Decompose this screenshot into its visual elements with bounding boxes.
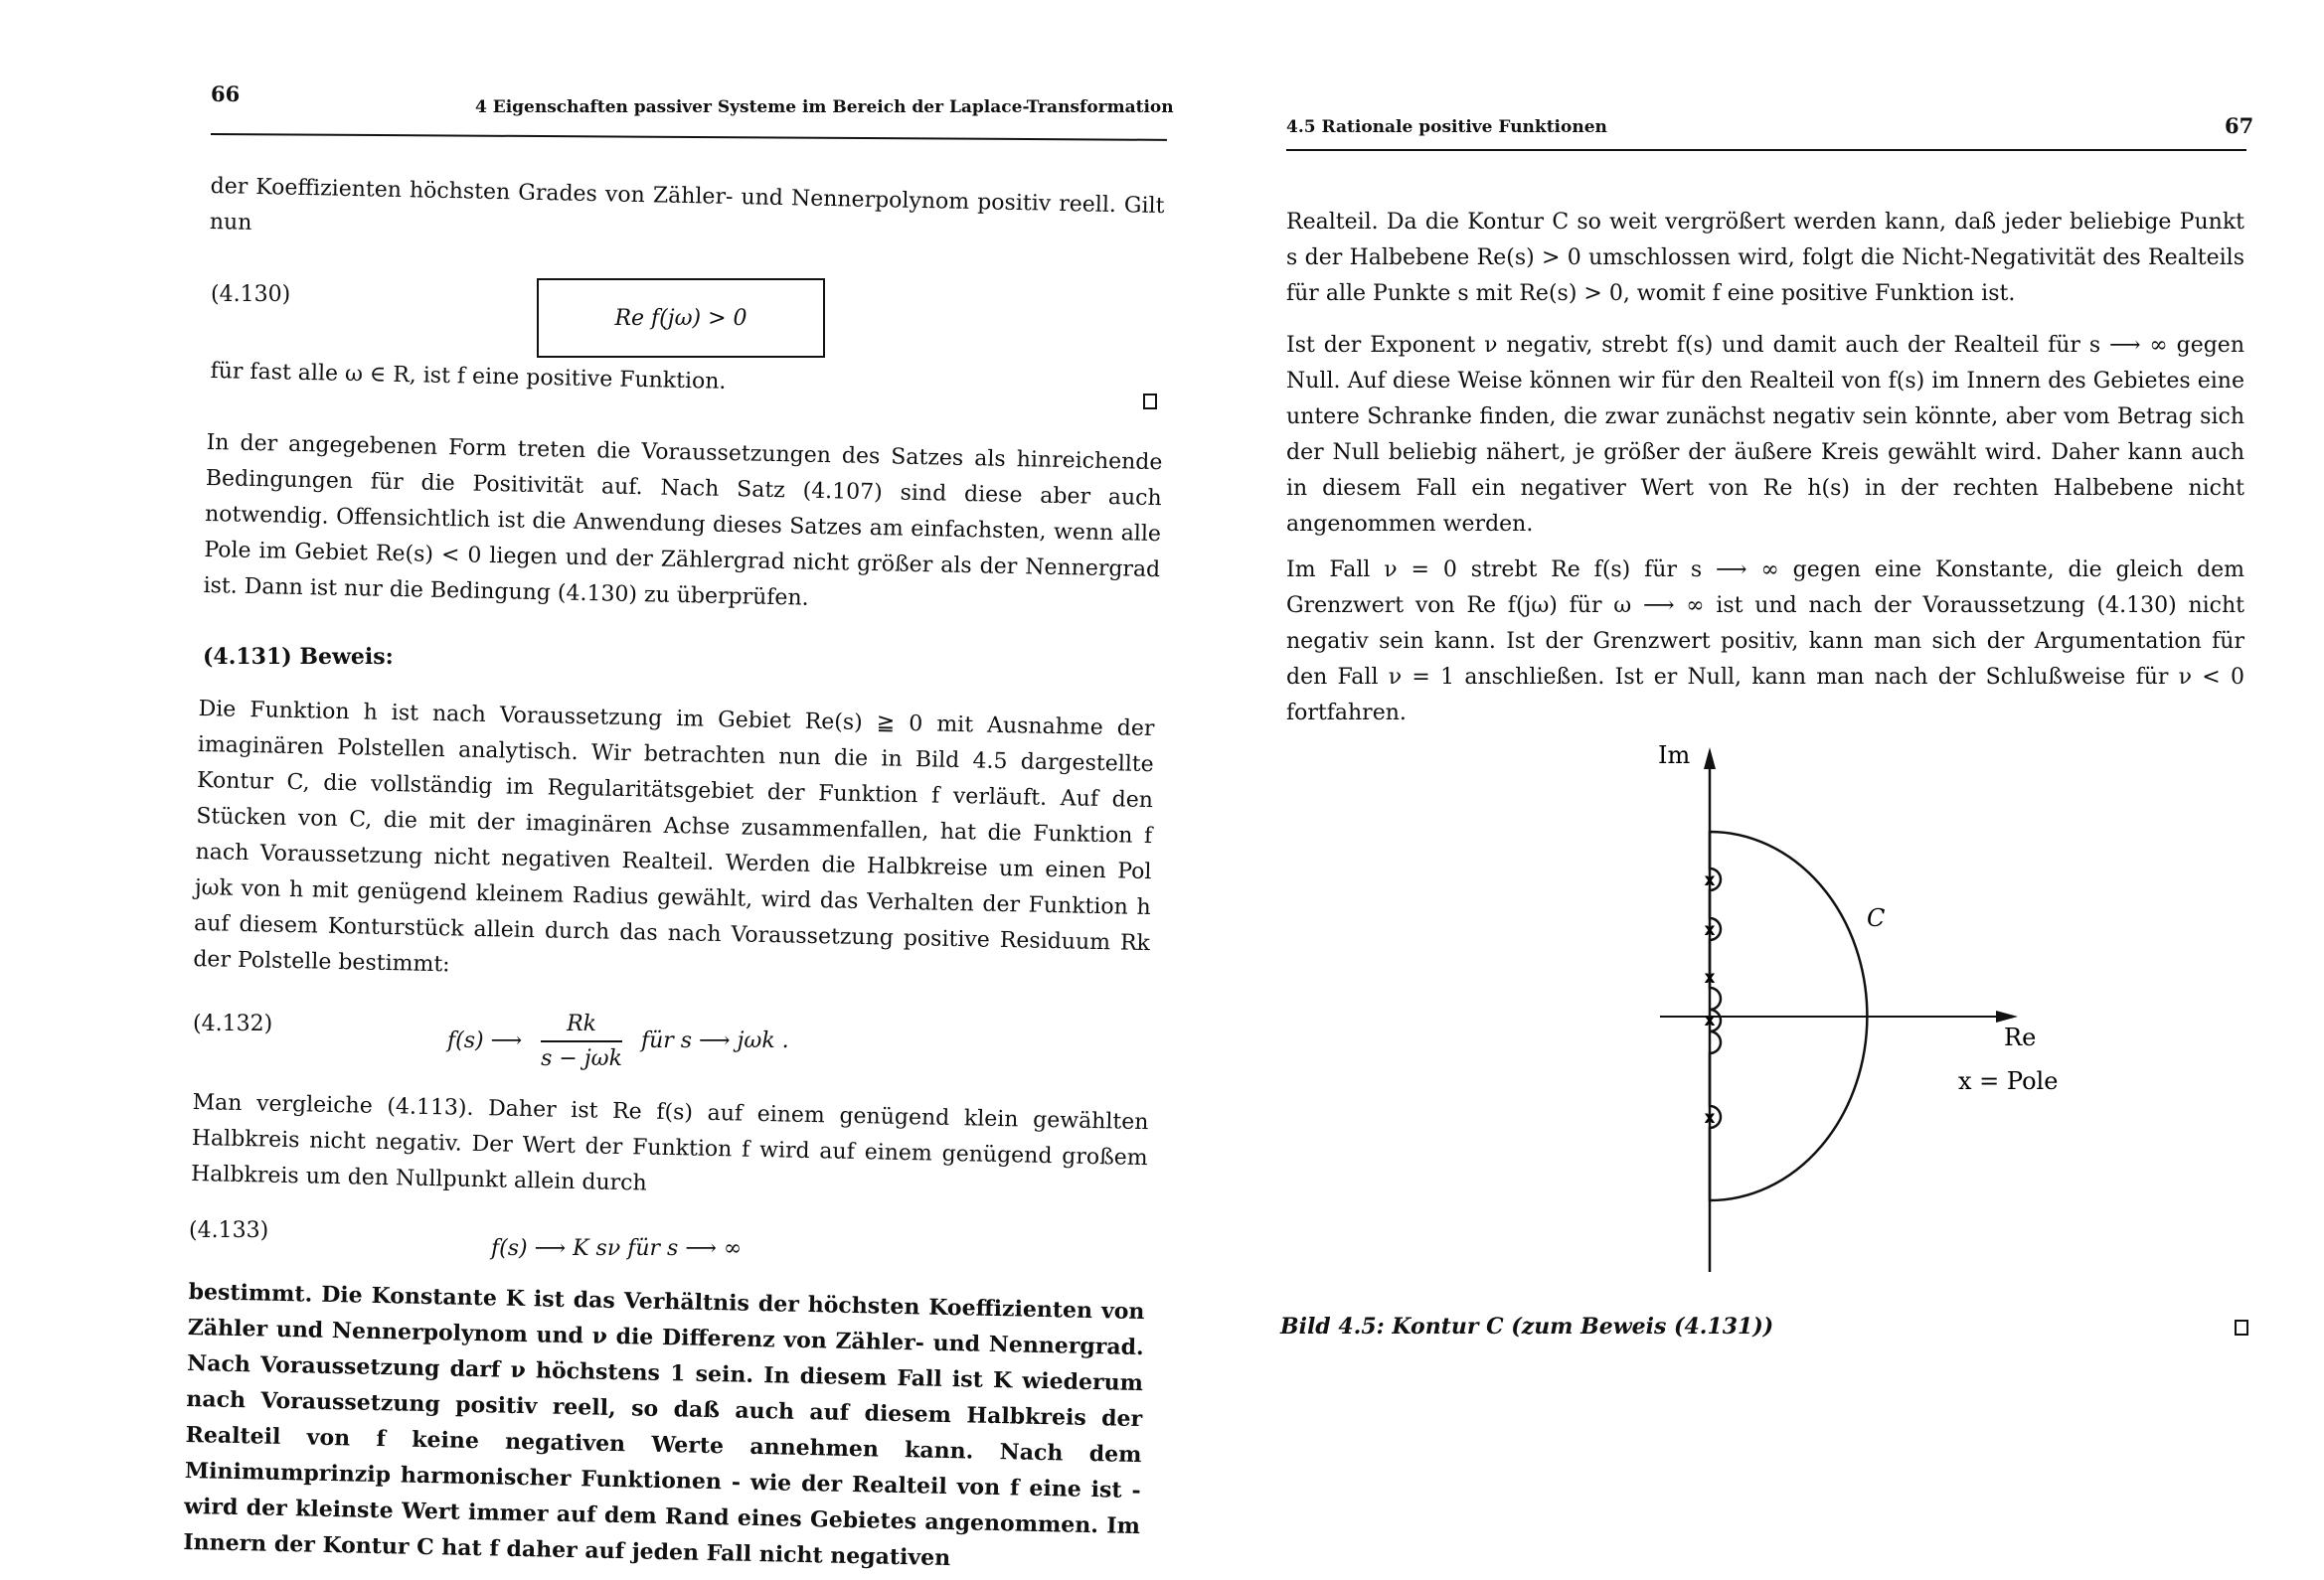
paragraph-3: Im Fall ν = 0 strebt Re f(s) für s ⟶ ∞ gegen eine Konstante, die gleich dem Grenzwert von Re f(jω) für ω ⟶ ∞ ist und nach der Voraussetzung (4.130) nicht negativ sein kann. Ist der Grenzwert positiv, kann man sich der Argumentation für den Fall ν = 1 anschließen. Ist er Null, kann man nach der Schlußweise für ν < 0 fortfahren. <box>1286 557 2244 725</box>
pole-marker: x <box>1704 1011 1716 1030</box>
pole-marker: x <box>1704 968 1716 988</box>
paragraph-after-equation: für fast alle ω ∈ R, ist f eine positive Funktion. <box>210 358 727 395</box>
proof-heading: (4.131) Beweis: <box>203 644 394 670</box>
running-head: 4 Eigenschaften passiver Systeme im Bereich der Laplace-Transformation <box>475 97 1174 117</box>
equation-4-132 <box>447 1012 789 1071</box>
re-axis-label: Re <box>2004 1024 2037 1051</box>
page-number: 67 <box>2225 113 2254 138</box>
paragraph-form: In der angegebenen Form treten die Voraussetzungen des Satzes als hinreichende Bedingungen für die Positivität auf. Nach Satz (4.107) sind diese aber auch notwendig. Offensichtlich ist die Anwendung dieses Satzes am einfachsten, wenn alle Pole im Gebiet Re(s) < 0 liegen und der Zählergrad nicht größer als der Nennergrad ist. Dann ist nur die Bedingung (4.130) zu überprüfen. <box>203 429 1163 611</box>
pole-marker: x <box>1704 1108 1716 1128</box>
header-rule <box>211 133 1167 141</box>
equation-number: (4.133) <box>189 1218 269 1243</box>
pole-marker: x <box>1704 920 1716 940</box>
contour-figure <box>1441 735 2117 1292</box>
qed-symbol <box>1143 394 1157 409</box>
paragraph-intro: der Koeffizienten höchsten Grades von Zähler- und Nennerpolynom positiv reell. Gilt nun <box>209 173 1165 236</box>
figure-caption: Bild 4.5: Kontur C (zum Beweis (4.131)) <box>1280 1314 1774 1340</box>
paragraph-proof: Die Funktion h ist nach Voraussetzung im Gebiet Re(s) ≧ 0 mit Ausnahme der imaginären Polstellen analytisch. Wir betrachten nun die in Bild 4.5 dargestellte Kontur C, die vollständig im Regularitätsgebiet der Funktion f verläuft. Auf den Stücken von C, die mit der imaginären Achse zusammenfallen, hat die Funktion f nach Voraussetzung nicht negativen Realteil. Werden die Halbkreise um einen Pol jωk von h mit genügend kleinem Radius gewählt, wird das Verhalten der Funktion h auf diesem Konturstück allein durch das nach Voraussetzung positive Residuum Rk der Polstelle bestimmt: <box>193 696 1155 978</box>
running-head: 4.5 Rationale positive Funktionen <box>1286 117 1607 137</box>
contour-diagram <box>1441 735 2117 1292</box>
paragraph-1: Realteil. Da die Kontur C so weit vergrößert werden kann, daß jeder beliebige Punkt s der Halbebene Re(s) > 0 umschlossen wird, folgt die Nicht-Negativität des Realteils für alle Punkte s mit Re(s) > 0, womit f eine positive Funktion ist. <box>1286 210 2244 306</box>
paragraph-constant: bestimmt. Die Konstante K ist das Verhältnis der höchsten Koeffizienten von Zähler und Nennerpolynom und ν die Differenz von Zähler- und Nennergrad. Nach Voraussetzung darf ν höchstens 1 sein. In diesem Fall ist K wiederum nach Voraussetzung positiv reell, so daß auch auf diesem Halbkreis der Realteil von f keine negativen Werte annehmen kann. Nach dem Minimumprinzip harmonischer Funktionen - wie der Realteil von f eine ist - wird der kleinste Wert immer auf dem Rand eines Gebietes angenommen. Im Innern der Kontur C hat f daher auf jeden Fall nicht negativen <box>183 1278 1145 1572</box>
re-axis-arrow-icon <box>1996 1011 2018 1023</box>
equation-lhs: f(s) ⟶ <box>447 1028 523 1053</box>
pole-marker: x <box>1704 870 1716 890</box>
boxed-equation: Re f(jω) > 0 <box>537 278 825 358</box>
header-rule <box>1286 149 2246 151</box>
equation-number: (4.132) <box>193 1012 273 1036</box>
equation-number: (4.130) <box>211 282 291 307</box>
right-page <box>1193 0 2324 1577</box>
paragraph-compare: Man vergleiche (4.113). Daher ist Re f(s) auf einem genügend klein gewählten Halbkreis nicht negativ. Der Wert der Funktion f wird auf einem genügend großem Halbkreis um den Nullpunkt allein durch <box>190 1089 1149 1196</box>
paragraph-2: Ist der Exponent ν negativ, strebt f(s) und damit auch der Realteil für s ⟶ ∞ gegen Null. Auf diese Weise können wir für den Realteil von f(s) im Innern des Gebietes eine untere Schranke finden, die zwar zunächst negativ sein könnte, aber vom Betrag sich der Null beliebig nähert, je größer der äußere Kreis gewählt wird. Daher kann auch in diesem Fall ein negativer Wert von Re h(s) in der rechten Halbebene nicht angenommen werden. <box>1286 333 2244 537</box>
im-axis-arrow-icon <box>1704 747 1716 769</box>
fraction-denominator: s − jωk <box>541 1046 622 1071</box>
contour-label: C <box>1867 904 1886 932</box>
equation-rhs: für s ⟶ jωk . <box>640 1028 789 1053</box>
equation-4-133: f(s) ⟶ K sν für s ⟶ ∞ <box>491 1236 743 1261</box>
im-axis-label: Im <box>1658 741 1691 769</box>
fraction-numerator: Rk <box>541 1012 622 1042</box>
fraction <box>541 1012 622 1071</box>
qed-symbol <box>2235 1320 2248 1336</box>
legend-pole: x = Pole <box>1958 1067 2059 1095</box>
page-number: 66 <box>211 81 241 106</box>
